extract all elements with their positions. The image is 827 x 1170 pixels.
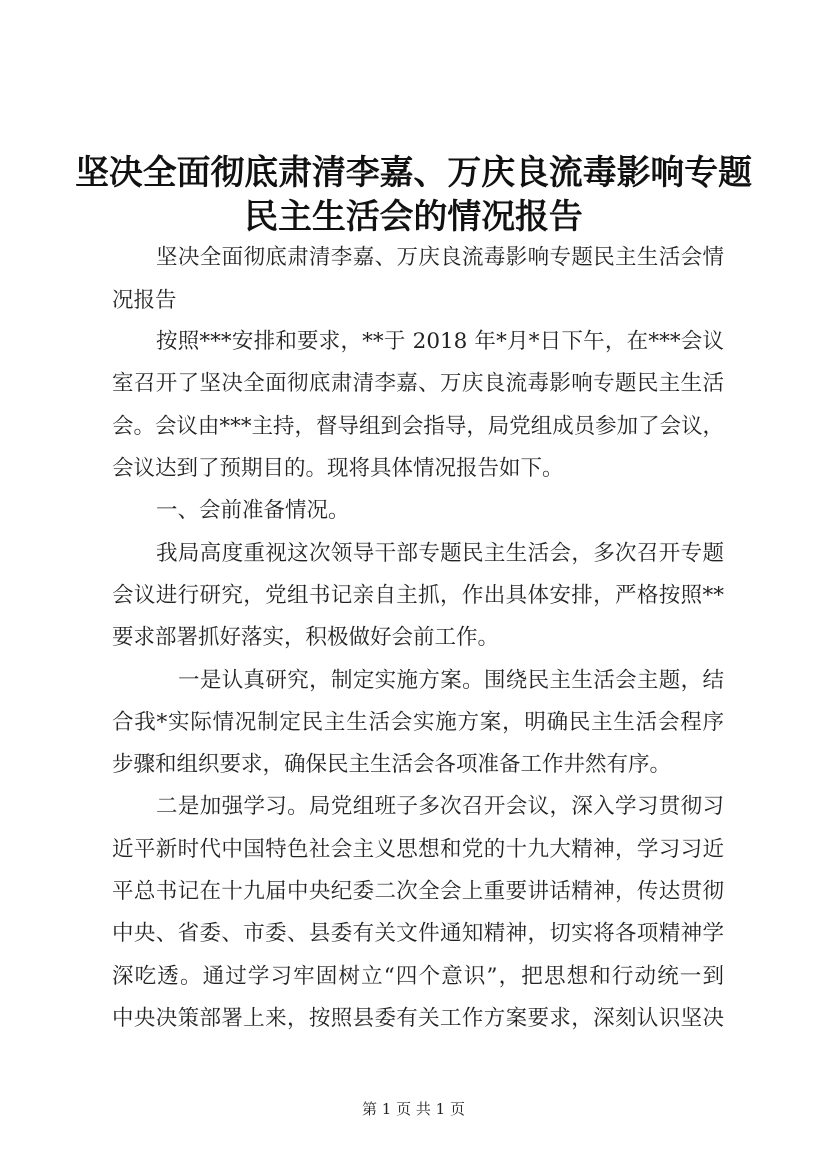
body-line: 中央决策部署上来，按照县委有关工作方案要求，深刻认识坚决	[112, 1006, 724, 1031]
document-title-line-2: 民主生活会的情况报告	[244, 196, 583, 236]
body-line: 坚决全面彻底肃清李嘉、万庆良流毒影响专题民主生活会情	[156, 245, 724, 270]
body-line: 平总书记在十九届中央纪委二次全会上重要讲话精神，传达贯彻	[112, 879, 724, 904]
body-line: 近平新时代中国特色社会主义思想和党的十九大精神，学习习近	[112, 837, 724, 862]
body-line: 会议达到了预期目的。现将具体情况报告如下。	[112, 456, 564, 481]
body-line: 况报告	[112, 288, 177, 313]
body-line: 中央、省委、市委、县委有关文件通知精神，切实将各项精神学	[112, 921, 724, 946]
body-line: 我局高度重视这次领导干部专题民主生活会，多次召开专题	[156, 541, 724, 566]
body-line: 二是加强学习。局党组班子多次召开会议，深入学习贯彻习	[156, 794, 724, 819]
body-line: 会。会议由***主持，督导组到会指导，局党组成员参加了会议，	[112, 414, 724, 439]
body-line: 要求部署抓好落实，积极做好会前工作。	[112, 625, 500, 650]
body-line: 步骤和组织要求，确保民主生活会各项准备工作井然有序。	[112, 752, 672, 777]
body-line: 深吃透。通过学习牢固树立“四个意识”，把思想和行动统一到	[112, 964, 724, 989]
page-footer: 第 1 页 共 1 页	[362, 1100, 465, 1118]
body-line: 按照***安排和要求，**于 2018 年*月*日下午，在***会议	[156, 329, 724, 354]
body-line: 室召开了坚决全面彻底肃清李嘉、万庆良流毒影响专题民主生活	[112, 371, 724, 396]
body-line: 会议进行研究，党组书记亲自主抓，作出具体安排，严格按照**	[112, 583, 724, 608]
body-line: 一是认真研究，制定实施方案。围绕民主生活会主题，结	[178, 668, 724, 693]
document-title-line-1: 坚决全面彻底肃清李嘉、万庆良流毒影响专题	[75, 152, 752, 192]
section-heading: 一、会前准备情况。	[156, 498, 350, 523]
body-line: 合我*实际情况制定民主生活会实施方案，明确民主生活会程序	[112, 710, 724, 735]
